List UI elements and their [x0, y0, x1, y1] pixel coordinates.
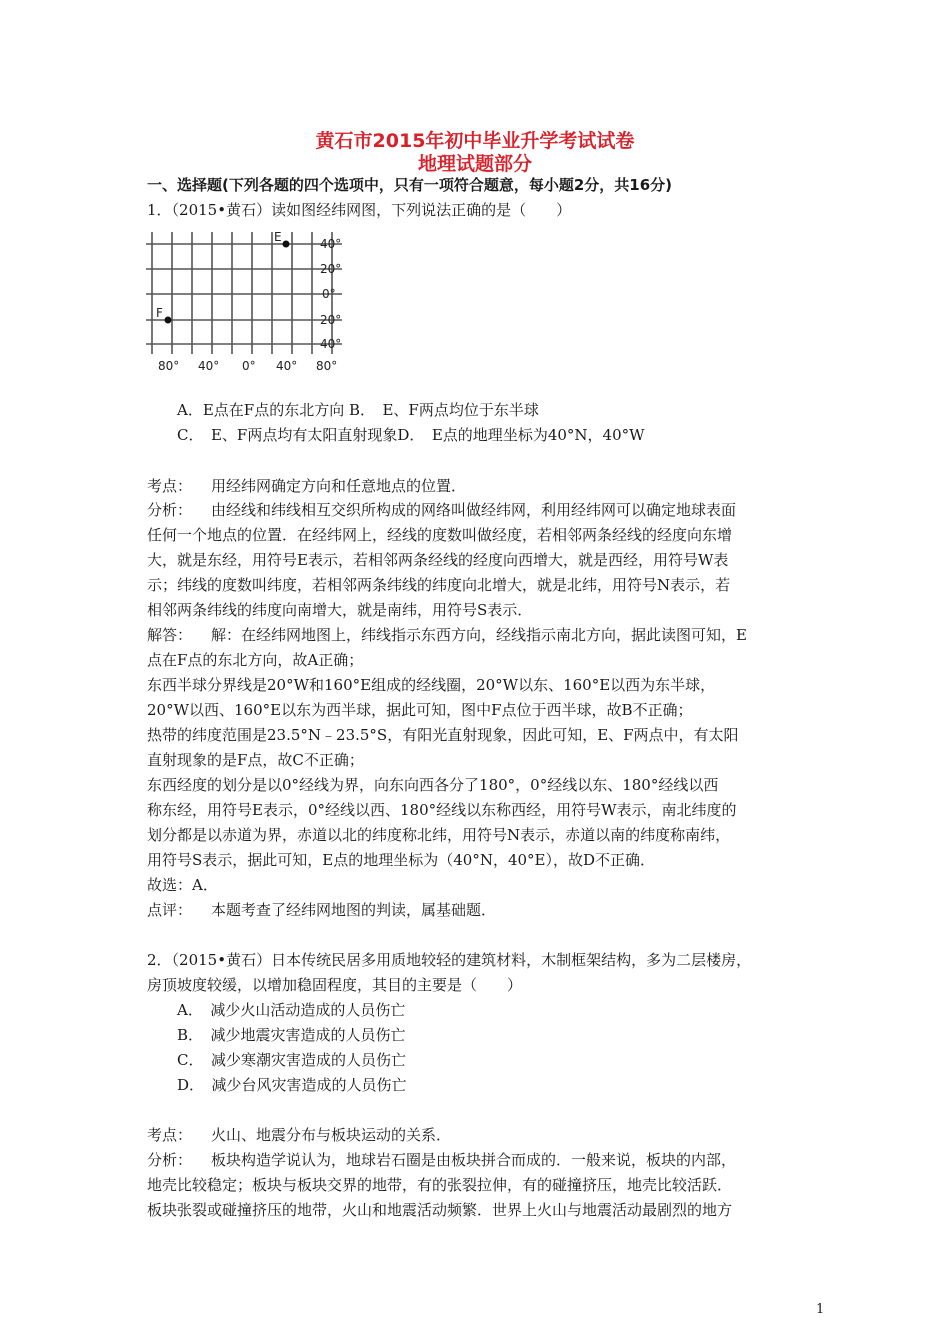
q2-kaodian — [147, 1125, 451, 1145]
kaodian-text: 用经纬网确定方向和任意地点的位置． — [211, 477, 467, 495]
fenxi-label: 分析： — [147, 501, 193, 519]
jieda-text: 解：在经纬网地图上，纬线指示东西方向，经线指示南北方向，据此读图可知，E — [211, 626, 747, 644]
dianping-text: 本题考查了经纬网地图的判读，属基础题． — [211, 901, 497, 919]
fenxi-text: 板块构造学说认为，地球岩石圈是由板块拼合而成的．一般来说，板块的内部， — [211, 1151, 737, 1169]
q2-fenxi-line: 板块张裂或碰撞挤压的地带，火山和地震活动频繁．世界上火山与地震活动最剧烈的地方 — [147, 1201, 733, 1219]
q1-jieda-line: 用符号S表示，据此可知，E点的地理坐标为（40°N，40°E），故D不正确． — [147, 851, 656, 869]
fenxi-text: 由经线和纬线相互交织所构成的网络叫做经纬网，利用经纬网可以确定地球表面 — [211, 501, 737, 519]
q1-jieda-line: 划分都是以赤道为界，赤道以北的纬度称北纬，用符号N表示，赤道以南的纬度称南纬， — [147, 826, 731, 844]
q2-option-c: C． 减少寒潮灾害造成的人员伤亡 — [177, 1051, 406, 1069]
q2-fenxi-line — [147, 1150, 736, 1170]
q2-fenxi-line: 地壳比较稳定；板块与板块交界的地带，有的张裂拉伸，有的碰撞挤压，地壳比较活跃． — [147, 1176, 733, 1194]
point-f — [165, 317, 172, 324]
q2-stem-line: 2．（2015•黄石）日本传统民居多用质地较轻的建筑材料，木制框架结构，多为二层楼房， — [147, 951, 752, 969]
q1-option-cd: C． E、F两点均有太阳直射现象D． E点的地理坐标为40°N，40°W — [177, 426, 645, 444]
q1-jieda-line: 称东经，用符号E表示，0°经线以西、180°经线以东称西经，用符号W表示，南北纬度的 — [147, 801, 737, 819]
page-subtitle: 地理试题部分 — [417, 153, 532, 175]
q1-option-ab: A．E点在F点的东北方向 B． E、F两点均位于东半球 — [177, 401, 539, 419]
lat-label: 20° — [320, 313, 342, 327]
q1-fenxi-line: 大，就是东经，用符号E表示，若相邻两条经线的经度向西增大，就是西经，用符号W表 — [147, 551, 729, 569]
kaodian-label: 考点： — [147, 1126, 193, 1144]
jieda-label: 解答： — [147, 626, 193, 644]
point-f-label: F — [156, 306, 163, 320]
lat-label: 0° — [322, 287, 336, 301]
q1-jieda-line — [147, 625, 747, 645]
q1-jieda-line: 点在F点的东北方向，故A正确； — [147, 651, 364, 669]
q1-fenxi-line: 示；纬线的度数叫纬度，若相邻两条纬线的纬度向北增大，就是北纬，用符号N表示，若 — [147, 576, 731, 594]
lon-label: 0° — [242, 359, 256, 373]
point-e — [283, 241, 290, 248]
point-e-label: E — [274, 230, 282, 244]
page-title: 黄石市2015年初中毕业升学考试试卷 — [315, 130, 635, 152]
dianping-label: 点评： — [147, 901, 193, 919]
q2-stem-line: 房顶坡度较缓，以增加稳固程度，其目的主要是（ ） — [147, 976, 523, 994]
q1-fenxi-line: 相邻两条纬线的纬度向南增大，就是南纬，用符号S表示． — [147, 601, 533, 619]
q2-option-d: D． 减少台风灾害造成的人员伤亡 — [177, 1076, 407, 1094]
kaodian-text: 火山、地震分布与板块运动的关系． — [211, 1126, 452, 1144]
graticule-figure — [146, 226, 356, 374]
lon-label: 80° — [316, 359, 338, 373]
q1-fenxi-line — [147, 500, 736, 520]
q1-jieda-line: 20°W以西、160°E以东为西半球，据此可知，图中F点位于西半球，故B不正确； — [147, 701, 693, 719]
q1-dianping — [147, 900, 496, 920]
q1-stem: 1．（2015•黄石）读如图经纬网图，下列说法正确的是（ ） — [147, 201, 572, 219]
q1-jieda-line: 直射现象的是F点，故C不正确； — [147, 751, 364, 769]
q1-fenxi-line: 任何一个地点的位置．在经纬网上，经线的度数叫做经度，若相邻两条经线的经度向东增 — [147, 526, 733, 544]
lon-label: 80° — [158, 359, 180, 373]
q2-option-a: A． 减少火山活动造成的人员伤亡 — [177, 1001, 406, 1019]
q1-jieda-line: 东西半球分界线是20°W和160°E组成的经线圈，20°W以东、160°E以西为东半球， — [147, 676, 716, 694]
q1-jieda-line: 东西经度的划分是以0°经线为界，向东向西各分了180°，0°经线以东、180°经线以西 — [147, 776, 719, 794]
lat-label: 40° — [320, 237, 342, 251]
q1-kaodian — [147, 476, 466, 496]
page-number: 1 — [816, 1302, 825, 1317]
kaodian-label: 考点： — [147, 477, 193, 495]
q2-option-b: B． 减少地震灾害造成的人员伤亡 — [177, 1026, 406, 1044]
fenxi-label: 分析： — [147, 1151, 193, 1169]
lat-label: 20° — [320, 262, 342, 276]
lon-label: 40° — [198, 359, 220, 373]
section-heading: 一、选择题(下列各题的四个选项中，只有一项符合题意，每小题2分，共16分) — [147, 176, 673, 194]
q1-answer: 故选：A． — [147, 876, 218, 894]
lon-label: 40° — [276, 359, 298, 373]
lat-label: 40° — [320, 337, 342, 351]
q1-jieda-line: 热带的纬度范围是23.5°N﹣23.5°S，有阳光直射现象，因此可知，E、F两点中，有太阳 — [147, 726, 739, 744]
